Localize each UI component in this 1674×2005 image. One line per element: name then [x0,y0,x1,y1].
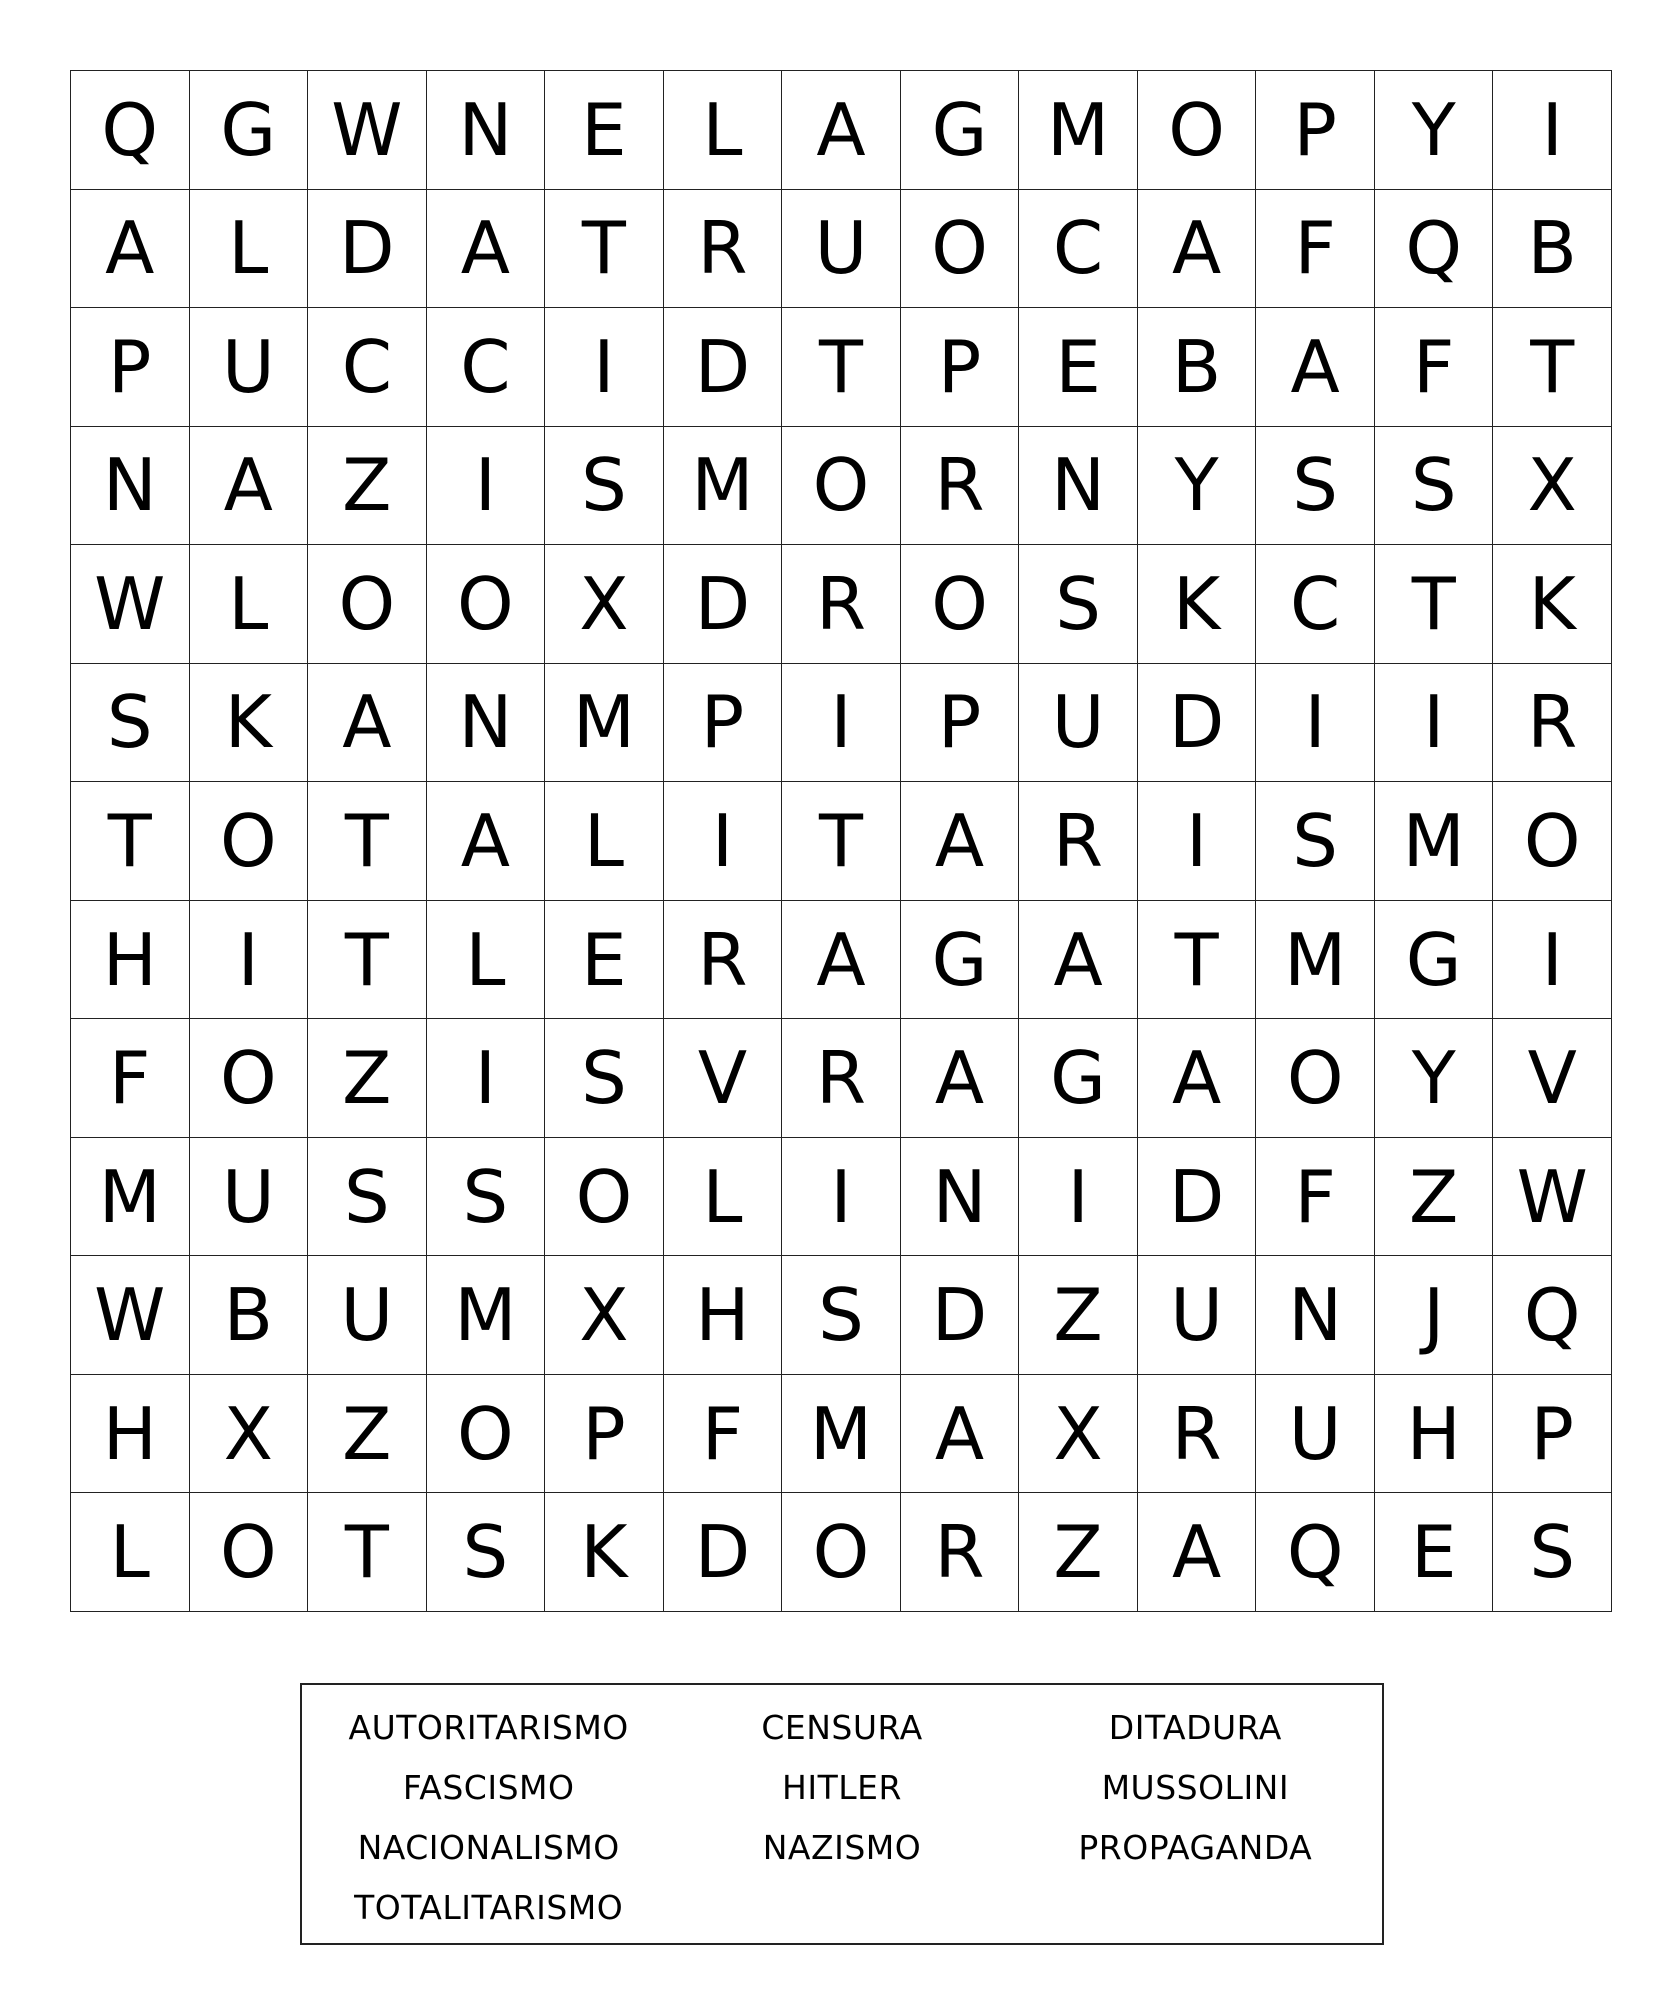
word-bank-item: TOTALITARISMO [354,1887,624,1927]
word-search-grid [70,70,1612,1612]
grid-cell[interactable]: S [1256,427,1375,546]
grid-cell[interactable]: L [427,901,546,1020]
grid-cell[interactable]: Q [1256,1493,1375,1612]
grid-cell[interactable]: D [664,1493,783,1612]
grid-cell[interactable]: W [1493,1138,1612,1257]
grid-cell[interactable]: D [1138,1138,1257,1257]
grid-cell[interactable]: M [664,427,783,546]
grid-cell[interactable]: X [1493,427,1612,546]
grid-cell[interactable]: A [782,71,901,190]
grid-cell[interactable]: S [545,1019,664,1138]
grid-cell[interactable]: P [1493,1375,1612,1494]
grid-cell[interactable]: M [71,1138,190,1257]
grid-cell[interactable]: O [308,545,427,664]
grid-cell[interactable]: R [1493,664,1612,783]
grid-cell[interactable]: E [1375,1493,1494,1612]
grid-cell[interactable]: T [308,782,427,901]
grid-cell[interactable]: F [1375,308,1494,427]
grid-cell[interactable]: E [545,71,664,190]
grid-cell[interactable]: A [1138,190,1257,309]
grid-cell[interactable]: X [1019,1375,1138,1494]
grid-cell[interactable]: Q [1493,1256,1612,1375]
grid-cell[interactable]: O [427,1375,546,1494]
grid-cell[interactable]: G [190,71,309,190]
grid-cell[interactable]: N [427,71,546,190]
grid-cell[interactable]: N [71,427,190,546]
word-bank-item: NACIONALISMO [357,1827,620,1867]
grid-cell[interactable]: G [1375,901,1494,1020]
grid-cell[interactable]: O [545,1138,664,1257]
grid-cell[interactable]: T [71,782,190,901]
grid-cell[interactable]: W [308,71,427,190]
grid-cell[interactable]: S [1493,1493,1612,1612]
grid-cell[interactable]: N [1256,1256,1375,1375]
grid-cell[interactable]: Y [1375,71,1494,190]
grid-cell[interactable]: O [1138,71,1257,190]
grid-cell[interactable]: B [190,1256,309,1375]
grid-cell[interactable]: Q [71,71,190,190]
grid-cell[interactable]: U [1019,664,1138,783]
grid-cell[interactable]: C [1019,190,1138,309]
grid-cell[interactable]: C [1256,545,1375,664]
grid-cell[interactable]: K [1493,545,1612,664]
grid-cell[interactable]: O [1256,1019,1375,1138]
grid-cell[interactable]: I [545,308,664,427]
grid-cell[interactable]: U [190,1138,309,1257]
grid-cell[interactable]: A [1138,1019,1257,1138]
grid-cell[interactable]: M [1375,782,1494,901]
grid-cell[interactable]: T [1138,901,1257,1020]
grid-cell[interactable]: I [1493,901,1612,1020]
grid-cell[interactable]: P [901,664,1020,783]
grid-cell[interactable]: S [427,1493,546,1612]
word-bank-item: NAZISMO [762,1827,922,1867]
grid-cell[interactable]: W [71,1256,190,1375]
grid-cell[interactable]: Q [1375,190,1494,309]
grid-cell[interactable]: Z [308,1375,427,1494]
grid-cell[interactable]: O [190,1019,309,1138]
grid-cell[interactable]: I [1138,782,1257,901]
grid-cell[interactable]: I [1256,664,1375,783]
grid-cell[interactable]: H [1375,1375,1494,1494]
grid-cell[interactable]: C [308,308,427,427]
grid-cell[interactable]: S [782,1256,901,1375]
grid-cell[interactable]: C [427,308,546,427]
grid-cell[interactable]: A [782,901,901,1020]
grid-cell[interactable]: I [190,901,309,1020]
grid-cell[interactable]: I [664,782,783,901]
grid-cell[interactable]: J [1375,1256,1494,1375]
grid-cell[interactable]: O [1493,782,1612,901]
grid-cell[interactable]: G [901,901,1020,1020]
grid-cell[interactable]: A [901,1019,1020,1138]
grid-cell[interactable]: Z [308,1019,427,1138]
grid-cell[interactable]: M [782,1375,901,1494]
grid-cell[interactable]: E [1019,308,1138,427]
grid-cell[interactable]: H [71,901,190,1020]
grid-cell[interactable]: I [1019,1138,1138,1257]
grid-cell[interactable]: D [308,190,427,309]
grid-cell[interactable]: O [427,545,546,664]
grid-cell[interactable]: G [901,71,1020,190]
grid-cell[interactable]: N [427,664,546,783]
grid-cell[interactable]: L [664,71,783,190]
grid-cell[interactable]: R [1019,782,1138,901]
word-bank-item: PROPAGANDA [1078,1827,1313,1867]
grid-cell[interactable]: P [1256,71,1375,190]
grid-cell[interactable]: U [1256,1375,1375,1494]
grid-cell[interactable]: F [71,1019,190,1138]
grid-cell[interactable]: A [71,190,190,309]
grid-cell[interactable]: U [308,1256,427,1375]
grid-cell[interactable]: Y [1138,427,1257,546]
grid-cell[interactable]: X [545,1256,664,1375]
grid-cell[interactable]: I [427,427,546,546]
grid-cell[interactable]: A [190,427,309,546]
grid-cell[interactable]: X [190,1375,309,1494]
grid-cell[interactable]: S [1256,782,1375,901]
grid-cell[interactable]: X [545,545,664,664]
grid-cell[interactable]: O [901,545,1020,664]
grid-cell[interactable]: I [1493,71,1612,190]
grid-cell[interactable]: L [664,1138,783,1257]
grid-cell[interactable]: S [1019,545,1138,664]
grid-cell[interactable]: K [190,664,309,783]
grid-cell[interactable]: D [901,1256,1020,1375]
grid-cell[interactable]: H [71,1375,190,1494]
grid-cell[interactable]: S [545,427,664,546]
grid-cell[interactable]: A [1138,1493,1257,1612]
grid-cell[interactable]: T [308,1493,427,1612]
grid-cell[interactable]: R [782,1019,901,1138]
grid-cell[interactable]: L [545,782,664,901]
grid-cell[interactable]: V [1493,1019,1612,1138]
word-bank-item: FASCISMO [402,1767,575,1807]
grid-cell[interactable]: M [1256,901,1375,1020]
grid-cell[interactable]: O [190,1493,309,1612]
grid-cell[interactable]: M [1019,71,1138,190]
grid-cell[interactable]: R [782,545,901,664]
word-bank-item: HITLER [782,1767,902,1807]
grid-cell[interactable]: R [901,427,1020,546]
grid-cell[interactable]: S [71,664,190,783]
grid-cell[interactable]: H [664,1256,783,1375]
grid-cell[interactable]: F [664,1375,783,1494]
grid-cell[interactable]: T [782,308,901,427]
word-bank [300,1683,1384,1945]
grid-cell[interactable]: U [1138,1256,1257,1375]
grid-cell[interactable]: R [1138,1375,1257,1494]
grid-cell[interactable]: L [71,1493,190,1612]
grid-cell[interactable]: R [664,190,783,309]
grid-cell[interactable]: I [427,1019,546,1138]
grid-cell[interactable]: P [901,308,1020,427]
grid-cell[interactable]: Z [1019,1493,1138,1612]
grid-cell[interactable]: U [782,190,901,309]
grid-cell[interactable]: T [545,190,664,309]
grid-cell[interactable]: Z [1019,1256,1138,1375]
grid-cell[interactable]: D [1138,664,1257,783]
grid-cell[interactable]: I [782,1138,901,1257]
grid-cell[interactable]: K [1138,545,1257,664]
word-bank-item: AUTORITARISMO [348,1707,629,1747]
grid-cell[interactable]: T [308,901,427,1020]
grid-cell[interactable]: B [1138,308,1257,427]
grid-cell[interactable]: S [427,1138,546,1257]
grid-cell[interactable]: D [664,308,783,427]
grid-cell[interactable]: A [427,190,546,309]
grid-cell[interactable]: A [901,1375,1020,1494]
grid-cell[interactable]: T [782,782,901,901]
grid-cell[interactable]: U [190,308,309,427]
grid-cell[interactable]: D [664,545,783,664]
word-bank-item: CENSURA [761,1707,923,1747]
word-bank-item: DITADURA [1108,1707,1282,1747]
grid-cell[interactable]: O [782,427,901,546]
grid-cell[interactable]: K [545,1493,664,1612]
grid-cell[interactable]: P [664,664,783,783]
grid-cell[interactable]: B [1493,190,1612,309]
grid-cell[interactable]: S [1375,427,1494,546]
grid-cell[interactable]: F [1256,190,1375,309]
grid-cell[interactable]: L [190,545,309,664]
grid-cell[interactable]: O [190,782,309,901]
grid-cell[interactable]: N [1019,427,1138,546]
grid-cell[interactable]: N [901,1138,1020,1257]
word-bank-item: MUSSOLINI [1101,1767,1290,1807]
grid-cell[interactable]: L [190,190,309,309]
grid-cell[interactable]: R [901,1493,1020,1612]
grid-cell[interactable]: I [782,664,901,783]
grid-cell[interactable]: A [1019,901,1138,1020]
grid-cell[interactable]: A [1256,308,1375,427]
grid-cell[interactable]: W [71,545,190,664]
grid-cell[interactable]: A [308,664,427,783]
grid-cell[interactable]: A [901,782,1020,901]
grid-cell[interactable]: G [1019,1019,1138,1138]
grid-cell[interactable]: T [1493,308,1612,427]
grid-cell[interactable]: A [427,782,546,901]
grid-cell[interactable]: M [545,664,664,783]
grid-cell[interactable]: M [427,1256,546,1375]
grid-cell[interactable]: V [664,1019,783,1138]
grid-cell[interactable]: F [1256,1138,1375,1257]
grid-cell[interactable]: I [1375,664,1494,783]
grid-cell[interactable]: T [1375,545,1494,664]
grid-cell[interactable]: O [901,190,1020,309]
grid-cell[interactable]: P [545,1375,664,1494]
grid-cell[interactable]: Z [1375,1138,1494,1257]
grid-cell[interactable]: Z [308,427,427,546]
grid-cell[interactable]: R [664,901,783,1020]
grid-cell[interactable]: P [71,308,190,427]
grid-cell[interactable]: E [545,901,664,1020]
grid-cell[interactable]: S [308,1138,427,1257]
grid-cell[interactable]: Y [1375,1019,1494,1138]
grid-cell[interactable]: O [782,1493,901,1612]
